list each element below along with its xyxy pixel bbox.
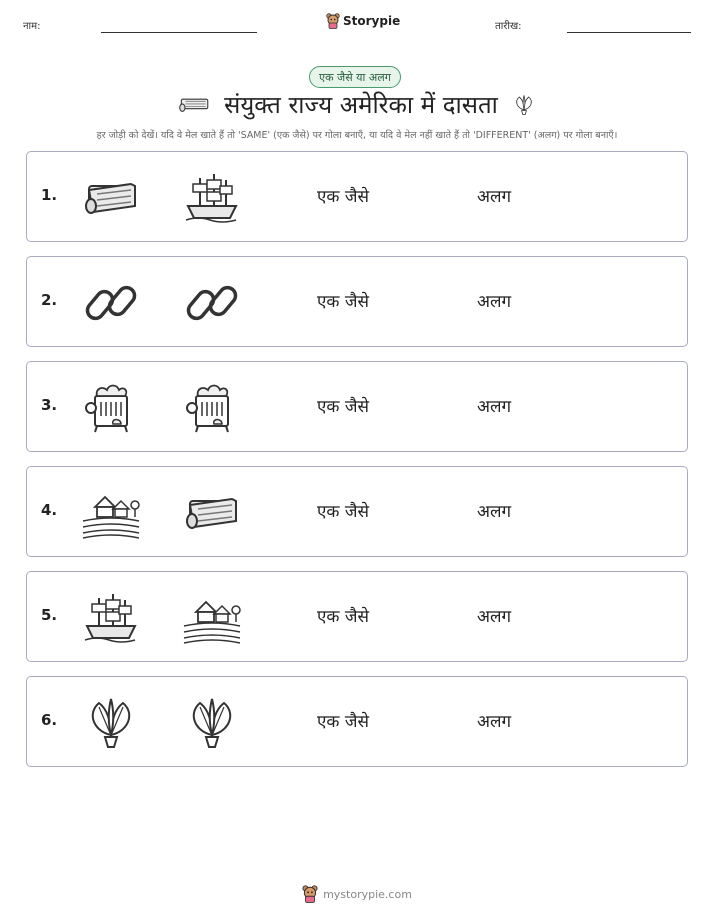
storypie-logo xyxy=(326,13,400,29)
pair-row-5 xyxy=(26,571,688,662)
row-number: 4. xyxy=(41,501,58,519)
row-number: 2. xyxy=(41,291,58,309)
same-option[interactable]: एक जैसे xyxy=(317,712,369,732)
bear-logo-icon xyxy=(326,13,340,29)
pair-row-1 xyxy=(26,151,688,242)
chain-icon xyxy=(81,277,141,329)
tobacco-leaves-icon xyxy=(512,91,536,119)
footer-url[interactable]: mystorypie.com xyxy=(323,887,412,901)
same-option[interactable]: एक जैसे xyxy=(317,187,369,207)
ship-icon xyxy=(182,172,242,224)
instructions: हर जोड़ी को देखें। यदि वे मेल खाते हैं तो 'SAME' (एक जैसे) पर गोला बनाएँ, या यदि वे मेल नहीं खाते हैं तो 'DIFFERENT' (अलग) पर गोला बनाएँ। xyxy=(96,130,618,141)
worksheet-type-badge: एक जैसे या अलग xyxy=(309,66,401,88)
different-option[interactable]: अलग xyxy=(477,397,512,417)
row-number: 1. xyxy=(41,186,58,204)
bear-logo-icon xyxy=(302,885,318,903)
name-label: नाम: xyxy=(23,21,41,32)
cotton-gin-icon xyxy=(81,382,141,434)
tobacco-leaves-icon xyxy=(81,697,141,749)
row-number: 3. xyxy=(41,396,58,414)
same-option[interactable]: एक जैसे xyxy=(317,502,369,522)
pair-row-6 xyxy=(26,676,688,767)
footer xyxy=(0,885,714,903)
ship-icon xyxy=(81,592,141,644)
brand-name: Storypie xyxy=(343,14,401,28)
row-number: 5. xyxy=(41,606,58,624)
tobacco-leaves-icon xyxy=(182,697,242,749)
cotton-bale-icon xyxy=(81,172,141,224)
row-number: 6. xyxy=(41,711,58,729)
same-option[interactable]: एक जैसे xyxy=(317,397,369,417)
cotton-gin-icon xyxy=(182,382,242,434)
plantation-icon xyxy=(182,592,242,644)
different-option[interactable]: अलग xyxy=(477,187,512,207)
different-option[interactable]: अलग xyxy=(477,712,512,732)
name-line[interactable] xyxy=(101,32,257,33)
pair-row-3 xyxy=(26,361,688,452)
cotton-bale-icon xyxy=(182,487,242,539)
different-option[interactable]: अलग xyxy=(477,607,512,627)
cotton-bale-icon xyxy=(178,96,210,114)
plantation-icon xyxy=(81,487,141,539)
pair-row-4 xyxy=(26,466,688,557)
different-option[interactable]: अलग xyxy=(477,502,512,522)
date-line[interactable] xyxy=(567,32,691,33)
date-label: तारीख: xyxy=(495,21,522,32)
chain-icon xyxy=(182,277,242,329)
same-option[interactable]: एक जैसे xyxy=(317,292,369,312)
different-option[interactable]: अलग xyxy=(477,292,512,312)
pair-row-2 xyxy=(26,256,688,347)
page-title: संयुक्त राज्य अमेरिका में दासता xyxy=(224,91,498,119)
same-option[interactable]: एक जैसे xyxy=(317,607,369,627)
title-row xyxy=(0,88,714,121)
